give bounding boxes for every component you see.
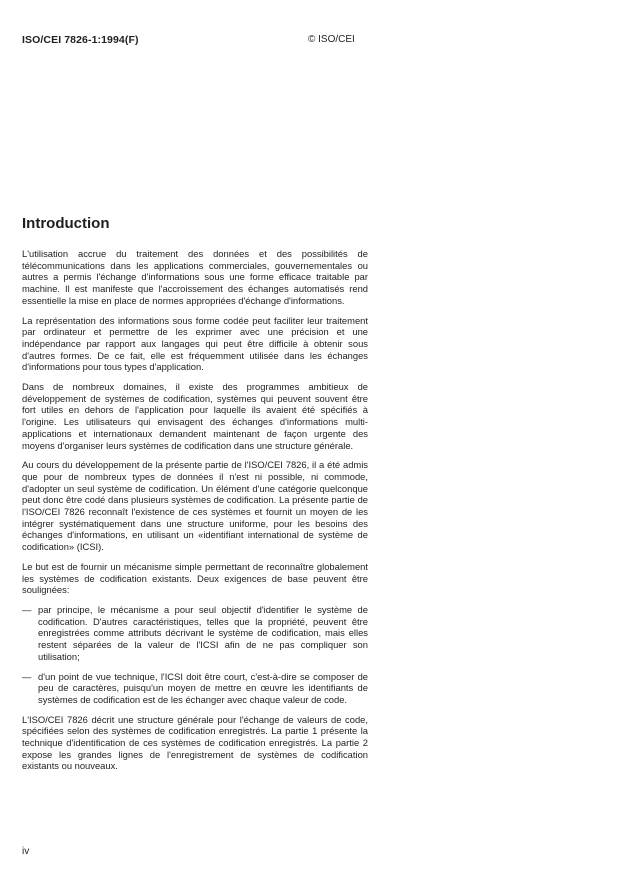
- list-item: [22, 671, 368, 706]
- body-text: [22, 248, 368, 780]
- copyright-notice: © ISO/CEI: [308, 34, 355, 45]
- list-dash: —: [22, 670, 32, 682]
- list-item-text: par principe, le mécanisme a pour seul objectif d'identifier le système de codification. D'autres caractéristiques, telles que la propriété, peuvent être enregistrées comme attributs décrivant le système de codification, mais elles restent séparées de la valeur de l'ICSI afin de ne pas compliquer son utilisation;: [38, 603, 368, 662]
- paragraph-2: La représentation des informations sous forme codée peut faciliter leur traitement par ordinateur et permettre de les exprimer avec une précision et une indépendance par rapport aux langages qui peut être difficile à obtenir sous d'autres formes. De ce fait, elle est fréquemment utilisée dans les échanges d'informations pour tous types d'application.: [22, 314, 368, 373]
- page-number: iv: [22, 846, 30, 857]
- paragraph-1: L'utilisation accrue du traitement des données et des possibilités de télécommunications dans les applications commerciales, gouvernementales ou autres a permis l'échange d'informations sous une forme efficace traitable par machine. Il est manifeste que l'accroissement des échanges automatisés rend essentielle la mise en place de normes appropriées d'échange d'informations.: [22, 248, 368, 306]
- standard-reference: ISO/CEI 7826-1:1994(F): [22, 34, 139, 46]
- paragraph-4: Au cours du développement de la présente partie de l'ISO/CEI 7826, il a été admis que pour de nombreux types de données il n'est ni possible, ni commode, d'adopter un seul système de codification. Un élément d'une catégorie quelconque peut donc être codé dans plusieurs systèmes de codification. La présente partie de l'ISO/CEI 7826 reconnaît l'existence de ces systèmes et fournit un moyen de les intégrer systématiquement dans une structure uniforme, pour les besoins des échanges d'informations, en utilisant un «identifiant international de système de codification» (ICSI).: [22, 459, 368, 553]
- section-title: Introduction: [22, 215, 110, 232]
- paragraph-3: Dans de nombreux domaines, il existe des programmes ambitieux de développement de systèmes de codification, systèmes qui peuvent souvent être fort utiles en dehors de l'application pour laquelle ils avaient été spécifiés à l'origine. Les utilisateurs qui envisagent des échanges d'informations multi-applications et internationaux demandent maintenant de façon urgente des moyens d'organiser leurs systèmes de codification dans une structure générale.: [22, 381, 368, 451]
- paragraph-5: Le but est de fournir un mécanisme simple permettant de reconnaître globalement les systèmes de codification existants. Deux exigences de base peuvent être soulignées:: [22, 560, 368, 596]
- list-item-text: d'un point de vue technique, l'ICSI doit être court, c'est-à-dire se composer de peu de caractères, puisqu'un moyen de mettre en œuvre les identifiants de systèmes de codification est de les échanger avec chaque valeur de code.: [38, 670, 368, 705]
- list-item: [22, 604, 368, 663]
- paragraph-6: L'ISO/CEI 7826 décrit une structure générale pour l'échange de valeurs de code, spécifiées selon des systèmes de codification enregistrés. La partie 1 présente la technique d'identification de ces systèmes de codification enregistrés. La partie 2 expose les grandes lignes de l'enregistrement de systèmes de codification existants ou nouveaux.: [22, 713, 368, 772]
- requirements-list: [22, 604, 368, 706]
- list-dash: —: [22, 603, 32, 615]
